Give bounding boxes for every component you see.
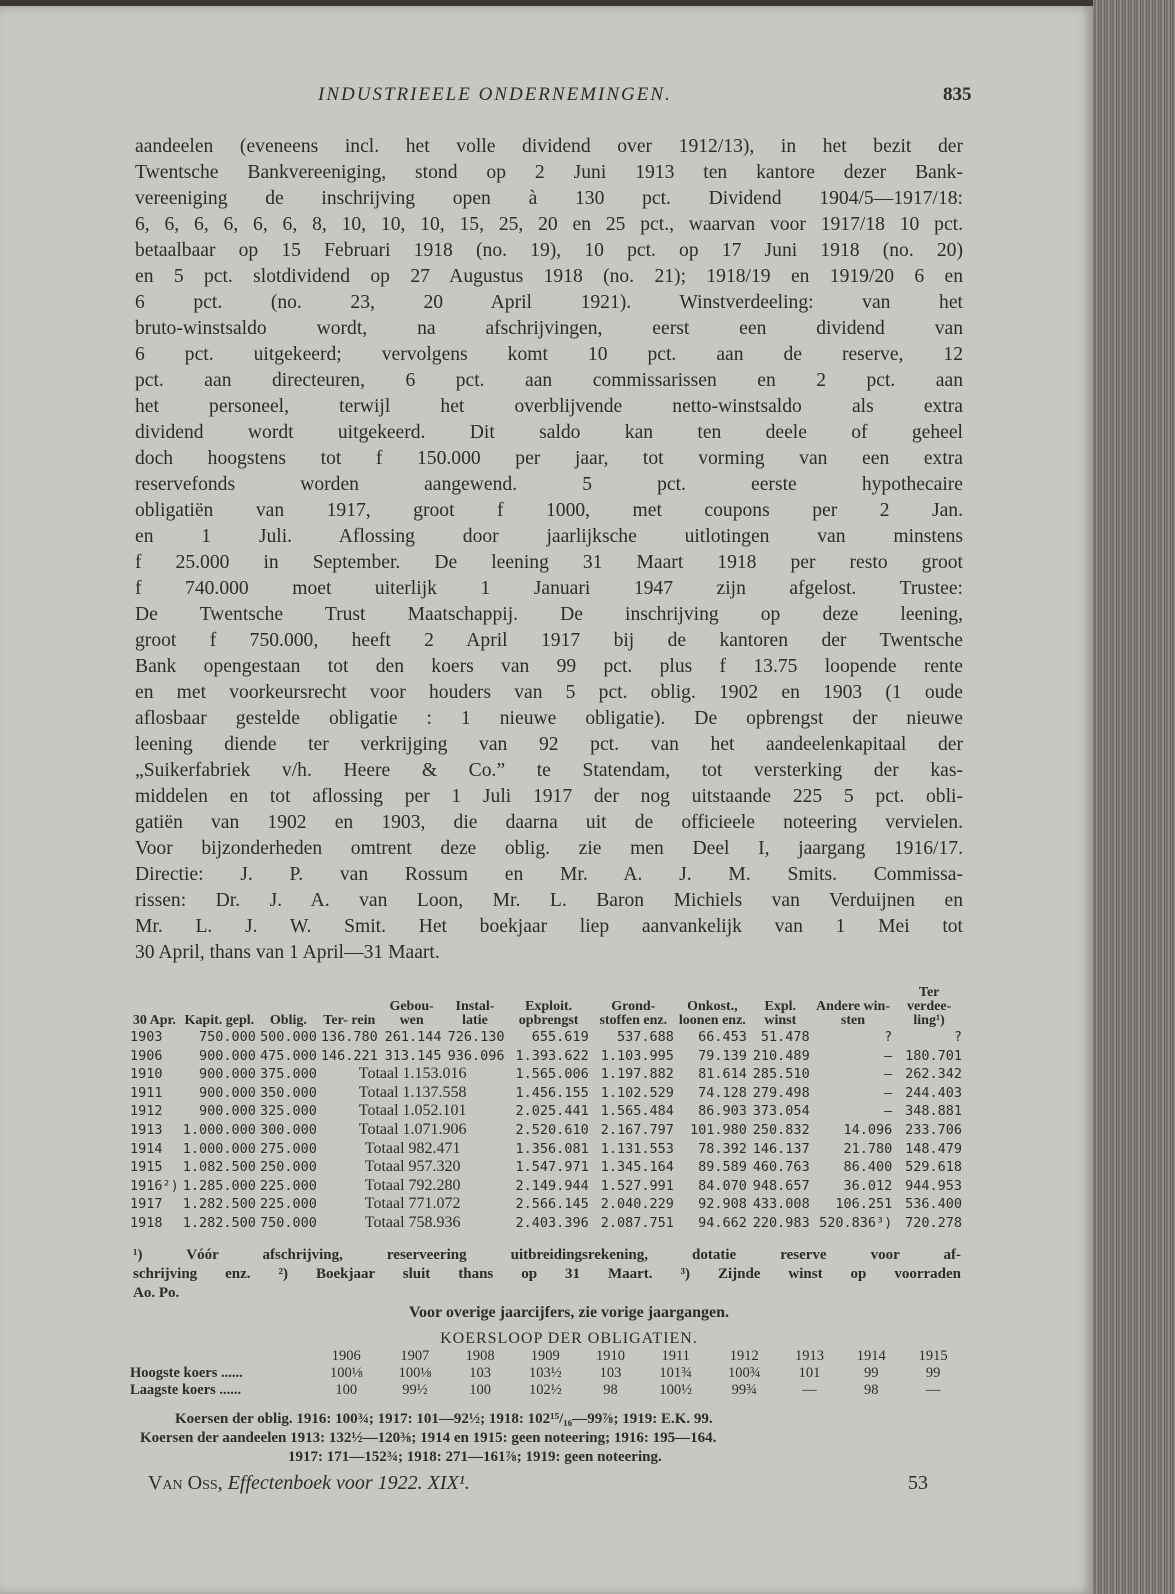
table-cell: 300.000 <box>259 1121 317 1138</box>
table-cell: 2.149.944 <box>515 1177 589 1194</box>
table-cell: 475.000 <box>259 1047 317 1064</box>
table-cell: 101.980 <box>690 1121 747 1138</box>
body-line: en 1 Juli. Aflossing door jaarlijksche uitlotingen van minstens <box>135 526 963 547</box>
body-line: 30 April, thans van 1 April—31 Maart. <box>135 942 440 963</box>
table-cell: Totaal 1.137.558 <box>358 1083 467 1101</box>
koers-value: 99 <box>925 1365 941 1381</box>
table-cell: 350.000 <box>259 1084 317 1101</box>
table-cell: 1.000.000 <box>182 1121 256 1138</box>
body-line: en met voorkeursrecht voor houders van 5 pct. oblig. 1902 en 1903 (1 oude <box>135 682 963 703</box>
body-line: leening diende ter verkrijging van 92 pct. van het aandeelenkapitaal der <box>135 734 963 755</box>
table-cell: 1.527.991 <box>600 1177 674 1194</box>
koers-year: 1913 <box>794 1348 824 1364</box>
table-cell: 313.145 <box>384 1047 442 1064</box>
table-cell: 655.619 <box>531 1029 589 1045</box>
body-line: f 25.000 in September. De leening 31 Maart 1918 per resto groot <box>135 552 963 573</box>
table-cell: 944.953 <box>905 1177 962 1194</box>
table-cell: 348.881 <box>905 1103 962 1120</box>
koers-year: 1906 <box>331 1348 361 1364</box>
table-cell: 21.780 <box>843 1140 893 1157</box>
table-cell: 66.453 <box>698 1029 747 1045</box>
page-footer <box>0 1472 1093 1500</box>
koers-value: 99¾ <box>731 1382 757 1398</box>
koers-value: 100 <box>335 1382 358 1398</box>
footnote-line: ¹) Vóór afschrijving, reserveering uitbreidingsrekening, dotatie reserve voor af- <box>133 1247 961 1263</box>
table-cell: 89.589 <box>698 1159 747 1176</box>
body-line: Twentsche Bankvereeniging, stond op 2 Juni 1913 ten kantore dezer Bank- <box>135 162 963 183</box>
koers-year: 1910 <box>595 1348 625 1364</box>
table-row <box>128 1028 964 1047</box>
body-line: De Twentsche Trust Maatschappij. De inschrijving op deze leening, <box>135 604 963 625</box>
body-line: 6, 6, 6, 6, 6, 6, 8, 10, 10, 10, 15, 25, 20 en 25 pct., waarvan voor 1917/18 10 pct. <box>135 214 963 235</box>
running-header <box>0 84 1093 114</box>
koers-years-row <box>128 1348 964 1365</box>
koers-value: 103½ <box>528 1365 562 1381</box>
table-cell: 537.688 <box>616 1029 674 1045</box>
table-cell: 136.780 <box>320 1029 378 1045</box>
table-cell: 1.285.000 <box>182 1177 256 1194</box>
table-cell: 900.000 <box>199 1066 256 1083</box>
column-header: Instal- latie <box>455 999 495 1028</box>
table-cell: 148.479 <box>905 1140 962 1157</box>
koers-value: 100⅛ <box>398 1365 432 1381</box>
table-cell: 460.763 <box>752 1159 810 1176</box>
body-line: obligatiën van 1917, groot f 1000, met coupons per 2 Jan. <box>135 500 963 521</box>
table-cell: — <box>884 1084 893 1101</box>
koers-value: 98 <box>864 1382 879 1398</box>
table-cell: 529.618 <box>905 1159 962 1176</box>
table-cell: 1.565.484 <box>600 1103 674 1120</box>
table-cell: 1913 <box>130 1121 163 1138</box>
koers-value: 100 <box>469 1382 491 1398</box>
koers-notes <box>140 1410 960 1467</box>
table-cell: Totaal 957.320 <box>364 1158 461 1176</box>
table-cell: 1916²) <box>130 1177 179 1194</box>
column-header: Ter verdee- ling¹) <box>906 985 952 1028</box>
body-line: Voor bijzonderheden omtrent deze oblig. zie men Deel I, jaargang 1916/17. <box>135 838 963 859</box>
table-cell: 1915 <box>130 1159 163 1176</box>
footer-title <box>148 1472 470 1495</box>
table-cell: 244.403 <box>905 1084 962 1101</box>
table-cell: 14.096 <box>843 1121 893 1138</box>
table-cell: 1917 <box>130 1196 163 1213</box>
table-cell: 1.131.553 <box>600 1140 674 1157</box>
table-cell: 2.566.145 <box>515 1196 589 1213</box>
koers-value: 100¾ <box>727 1365 761 1381</box>
column-header: Oblig. <box>269 1013 307 1028</box>
table-row <box>128 1047 964 1066</box>
table-cell: Totaal 1.052.101 <box>358 1102 467 1120</box>
body-text <box>135 134 963 966</box>
table-cell: Totaal 1.153.016 <box>358 1065 467 1083</box>
table-cell: 74.128 <box>698 1084 747 1101</box>
table-cell: 900.000 <box>199 1047 256 1064</box>
table-cell: 1918 <box>130 1214 163 1231</box>
table-cell: 500.000 <box>259 1029 317 1045</box>
table-cell: 78.392 <box>698 1140 747 1157</box>
body-line: het personeel, terwijl het overblijvende netto-winstsaldo als extra <box>135 396 963 417</box>
table-cell: 2.040.229 <box>600 1196 674 1213</box>
body-line: aflosbaar gestelde obligatie : 1 nieuwe obligatie). De opbrengst der nieuwe <box>135 708 963 729</box>
table-cell: 233.706 <box>905 1121 962 1138</box>
table-cell: 373.054 <box>752 1103 810 1120</box>
column-header: Onkost., loonen enz. <box>678 999 746 1028</box>
table-cell: 1912 <box>130 1103 163 1120</box>
koers-year: 1914 <box>856 1348 886 1364</box>
financial-table <box>128 986 964 1233</box>
koers-value: — <box>925 1382 941 1398</box>
table-cell: 375.000 <box>259 1066 317 1083</box>
table-cell: 1.565.006 <box>515 1066 589 1083</box>
table-cell: 1.000.000 <box>182 1140 256 1157</box>
running-title: INDUSTRIEELE ONDERNEMINGEN. <box>318 84 672 105</box>
book-edge <box>1093 0 1175 1594</box>
koers-year: 1907 <box>400 1348 430 1364</box>
table-cell: — <box>884 1047 893 1064</box>
table-cell: 106.251 <box>835 1196 893 1213</box>
table-cell: ? <box>884 1029 893 1045</box>
table-cell: 225.000 <box>259 1196 317 1213</box>
koers-year: 1912 <box>729 1348 759 1364</box>
column-header: Gebou- wen <box>389 999 434 1028</box>
body-line: reservefonds worden aangewend. 5 pct. eerste hypothecaire <box>135 474 963 495</box>
body-line: middelen en tot aflossing per 1 Juli 1917 der nog uitstaande 225 5 pct. obli- <box>135 786 963 807</box>
body-line: groot f 750.000, heeft 2 April 1917 bij de kantoren der Twentsche <box>135 630 963 651</box>
body-line: Mr. L. J. W. Smit. Het boekjaar liep aanvankelijk van 1 Mei tot <box>135 916 963 937</box>
koers-note-line: Koersen der aandeelen 1913: 132½—120⅜; 1914 en 1915: geen noteering; 1916: 195—164. <box>140 1430 717 1446</box>
table-cell: 1.356.081 <box>515 1140 589 1157</box>
table-row <box>128 1177 964 1196</box>
body-line: betaalbaar op 15 Februari 1918 (no. 19), 10 pct. op 17 Juni 1918 (no. 20) <box>135 240 963 261</box>
body-line: Bank opengestaan tot den koers van 99 pct. plus f 13.75 loopende rente <box>135 656 963 677</box>
table-row <box>128 1158 964 1177</box>
column-header: Kapit. gepl. <box>184 1013 255 1028</box>
table-cell: 92.908 <box>698 1196 747 1213</box>
koers-value: 99½ <box>402 1382 428 1398</box>
table-cell: 1.393.622 <box>515 1047 589 1064</box>
body-line: vereeniging de inschrijving open à 130 pct. Dividend 1904/5—1917/18: <box>135 188 963 209</box>
koers-row-label: Laagste koers ...... <box>130 1382 242 1398</box>
table-cell: 1.102.529 <box>600 1084 674 1101</box>
koers-year: 1909 <box>530 1348 560 1364</box>
table-cell: 79.139 <box>698 1047 747 1064</box>
footer-publisher: Van Oss, <box>148 1472 223 1494</box>
table-cell: 81.614 <box>698 1066 747 1083</box>
body-line: 6 pct. (no. 23, 20 April 1921). Winstverdeeling: van het <box>135 292 963 313</box>
table-cell: 250.000 <box>259 1159 317 1176</box>
table-cell: 51.478 <box>760 1029 810 1045</box>
table-cell: 146.137 <box>752 1140 810 1157</box>
column-header: Andere win- sten <box>815 999 890 1028</box>
table-cell: Totaal 1.071.906 <box>358 1120 467 1138</box>
koers-table <box>128 1348 964 1399</box>
table-cell: 726.130 <box>447 1029 505 1045</box>
footer-signature: XIX¹. <box>427 1472 470 1494</box>
table-cell: 1.547.971 <box>515 1159 589 1176</box>
koers-row-label: Hoogste koers ...... <box>130 1365 243 1381</box>
table-cell: 536.400 <box>905 1196 962 1213</box>
koers-value: 101 <box>798 1365 821 1381</box>
koers-value: — <box>802 1382 817 1398</box>
column-header: Grond- stoffen enz. <box>599 999 668 1028</box>
body-line: doch hoogstens tot f 150.000 per jaar, tot vorming van een extra <box>135 448 963 469</box>
body-line: rissen: Dr. J. A. van Loon, Mr. L. Baron Michiels van Verduijnen en <box>135 890 963 911</box>
table-cell: 1.282.500 <box>182 1214 256 1231</box>
table-cell: 1.456.155 <box>515 1084 589 1101</box>
table-cell: 279.498 <box>752 1084 810 1101</box>
table-cell: 180.701 <box>905 1047 962 1064</box>
financial-table-header <box>128 986 964 1028</box>
table-cell: 433.008 <box>752 1196 810 1213</box>
koers-row <box>128 1382 964 1399</box>
table-cell: Totaal 982.471 <box>364 1139 461 1157</box>
table-footnotes <box>133 1246 961 1303</box>
table-cell: ? <box>953 1029 962 1045</box>
body-line: aandeelen (eveneens incl. het volle dividend over 1912/13), in het bezit der <box>135 136 963 157</box>
koers-value: 99 <box>864 1365 879 1381</box>
table-cell: 94.662 <box>698 1214 747 1231</box>
table-cell: 261.144 <box>384 1029 442 1045</box>
table-cell: 1.197.882 <box>600 1066 674 1083</box>
body-line: dividend wordt uitgekeerd. Dit saldo kan ten deele of geheel <box>135 422 963 443</box>
table-cell: 36.012 <box>843 1177 893 1194</box>
table-cell: 948.657 <box>752 1177 810 1194</box>
table-row <box>128 1065 964 1084</box>
table-cell: 1910 <box>130 1066 163 1083</box>
table-row <box>128 1121 964 1140</box>
table-cell: 146.221 <box>320 1047 378 1064</box>
table-cell: 1.345.164 <box>600 1159 674 1176</box>
table-cell: 250.832 <box>752 1121 810 1138</box>
table-cell: 225.000 <box>259 1177 317 1194</box>
body-line: f 740.000 moet uiterlijk 1 Januari 1947 zijn afgelost. Trustee: <box>135 578 963 599</box>
table-cell: 1.103.995 <box>600 1047 674 1064</box>
table-cell: 520.836³) <box>819 1214 893 1231</box>
table-cell: 84.070 <box>698 1177 747 1194</box>
koers-value: 100⅛ <box>329 1365 363 1381</box>
table-cell: — <box>884 1066 893 1083</box>
table-cell: 1903 <box>130 1029 163 1045</box>
koers-value: 100½ <box>659 1382 692 1398</box>
table-cell: 1.282.500 <box>182 1196 256 1213</box>
column-header: Ter- rein <box>323 1013 376 1028</box>
koers-corner <box>128 1348 312 1365</box>
body-line: pct. aan directeuren, 6 pct. aan commissarissen en 2 pct. aan <box>135 370 963 391</box>
column-header: 30 Apr. <box>132 1013 176 1028</box>
body-line: Directie: J. P. van Rossum en Mr. A. J. M. Smits. Commissa- <box>135 864 963 885</box>
koers-value: 102½ <box>528 1382 562 1398</box>
table-cell: 720.278 <box>905 1214 962 1231</box>
body-line: en 5 pct. slotdividend op 27 Augustus 1918 (no. 21); 1918/19 en 1919/20 6 en <box>135 266 963 287</box>
table-cell: 210.489 <box>752 1047 810 1064</box>
sheet-number: 53 <box>908 1472 928 1494</box>
koers-note-line: Koersen der oblig. 1916: 100¾; 1917: 101—92½; 1918: 102¹⁵/₁₆—99⅞; 1919: E.K. 99. <box>175 1411 713 1427</box>
koers-row <box>128 1365 964 1382</box>
table-cell: Totaal 792.280 <box>364 1176 461 1194</box>
body-line: gatiën van 1902 en 1903, die daarna uit de officieele noteering vervielen. <box>135 812 963 833</box>
page-number: 835 <box>943 84 972 105</box>
table-cell: Totaal 771.072 <box>364 1195 461 1213</box>
table-cell: 936.096 <box>447 1047 505 1064</box>
table-cell: 1911 <box>130 1084 163 1101</box>
koers-year: 1911 <box>661 1348 690 1364</box>
table-cell: 900.000 <box>199 1103 256 1120</box>
column-header: Expl. winst <box>764 999 797 1028</box>
table-row <box>128 1195 964 1214</box>
table-cell: 220.983 <box>752 1214 810 1231</box>
koers-value: 98 <box>603 1382 618 1398</box>
footnote-line: Ao. Po. <box>133 1285 180 1301</box>
table-cell: 2.520.610 <box>515 1121 589 1138</box>
other-years-note: Voor overige jaarcijfers, zie vorige jaargangen. <box>408 1304 730 1321</box>
table-cell: 2.025.441 <box>515 1103 589 1120</box>
table-row <box>128 1214 964 1233</box>
koers-value: 103 <box>599 1365 622 1381</box>
table-cell: 1.082.500 <box>182 1159 256 1176</box>
table-cell: Totaal 758.936 <box>364 1213 461 1231</box>
book-page <box>0 6 1093 1594</box>
table-row <box>128 1140 964 1159</box>
table-cell: 750.000 <box>199 1029 256 1045</box>
body-line: „Suikerfabriek v/h. Heere & Co.” te Statendam, tot versterking der kas- <box>135 760 963 781</box>
table-row <box>128 1102 964 1121</box>
koers-year: 1915 <box>918 1348 948 1364</box>
table-cell: 2.403.396 <box>515 1214 589 1231</box>
koers-title: KOERSLOOP DER OBLIGATIEN. <box>440 1330 698 1347</box>
column-header: Exploit. opbrengst <box>518 999 579 1028</box>
table-cell: 1906 <box>130 1047 163 1064</box>
koers-year: 1908 <box>465 1348 495 1364</box>
table-cell: 750.000 <box>259 1214 317 1231</box>
koers-value: 103 <box>469 1365 491 1381</box>
table-cell: 275.000 <box>259 1140 317 1157</box>
table-cell: 1914 <box>130 1140 163 1157</box>
footnote-line: schrijving enz. ²) Boekjaar sluit thans op 31 Maart. ³) Zijnde winst op voorraden <box>133 1266 961 1282</box>
table-cell: 86.400 <box>843 1159 893 1176</box>
table-cell: 86.903 <box>698 1103 747 1120</box>
table-cell: 2.087.751 <box>600 1214 674 1231</box>
table-row <box>128 1084 964 1103</box>
body-line: bruto-winstsaldo wordt, na afschrijvingen, eerst een dividend van <box>135 318 963 339</box>
table-cell: 2.167.797 <box>600 1121 674 1138</box>
table-cell: 900.000 <box>199 1084 256 1101</box>
koers-value: 101¾ <box>659 1365 692 1381</box>
footer-book-title: Effectenboek voor 1922. <box>227 1472 423 1494</box>
table-cell: 262.342 <box>905 1066 962 1083</box>
koers-note-line: 1917: 171—152¾; 1918: 271—161⅞; 1919: geen noteering. <box>288 1449 662 1465</box>
body-line: 6 pct. uitgekeerd; vervolgens komt 10 pct. aan de reserve, 12 <box>135 344 963 365</box>
table-cell: 325.000 <box>259 1103 317 1120</box>
table-cell: 285.510 <box>752 1066 810 1083</box>
table-cell: — <box>884 1103 893 1120</box>
